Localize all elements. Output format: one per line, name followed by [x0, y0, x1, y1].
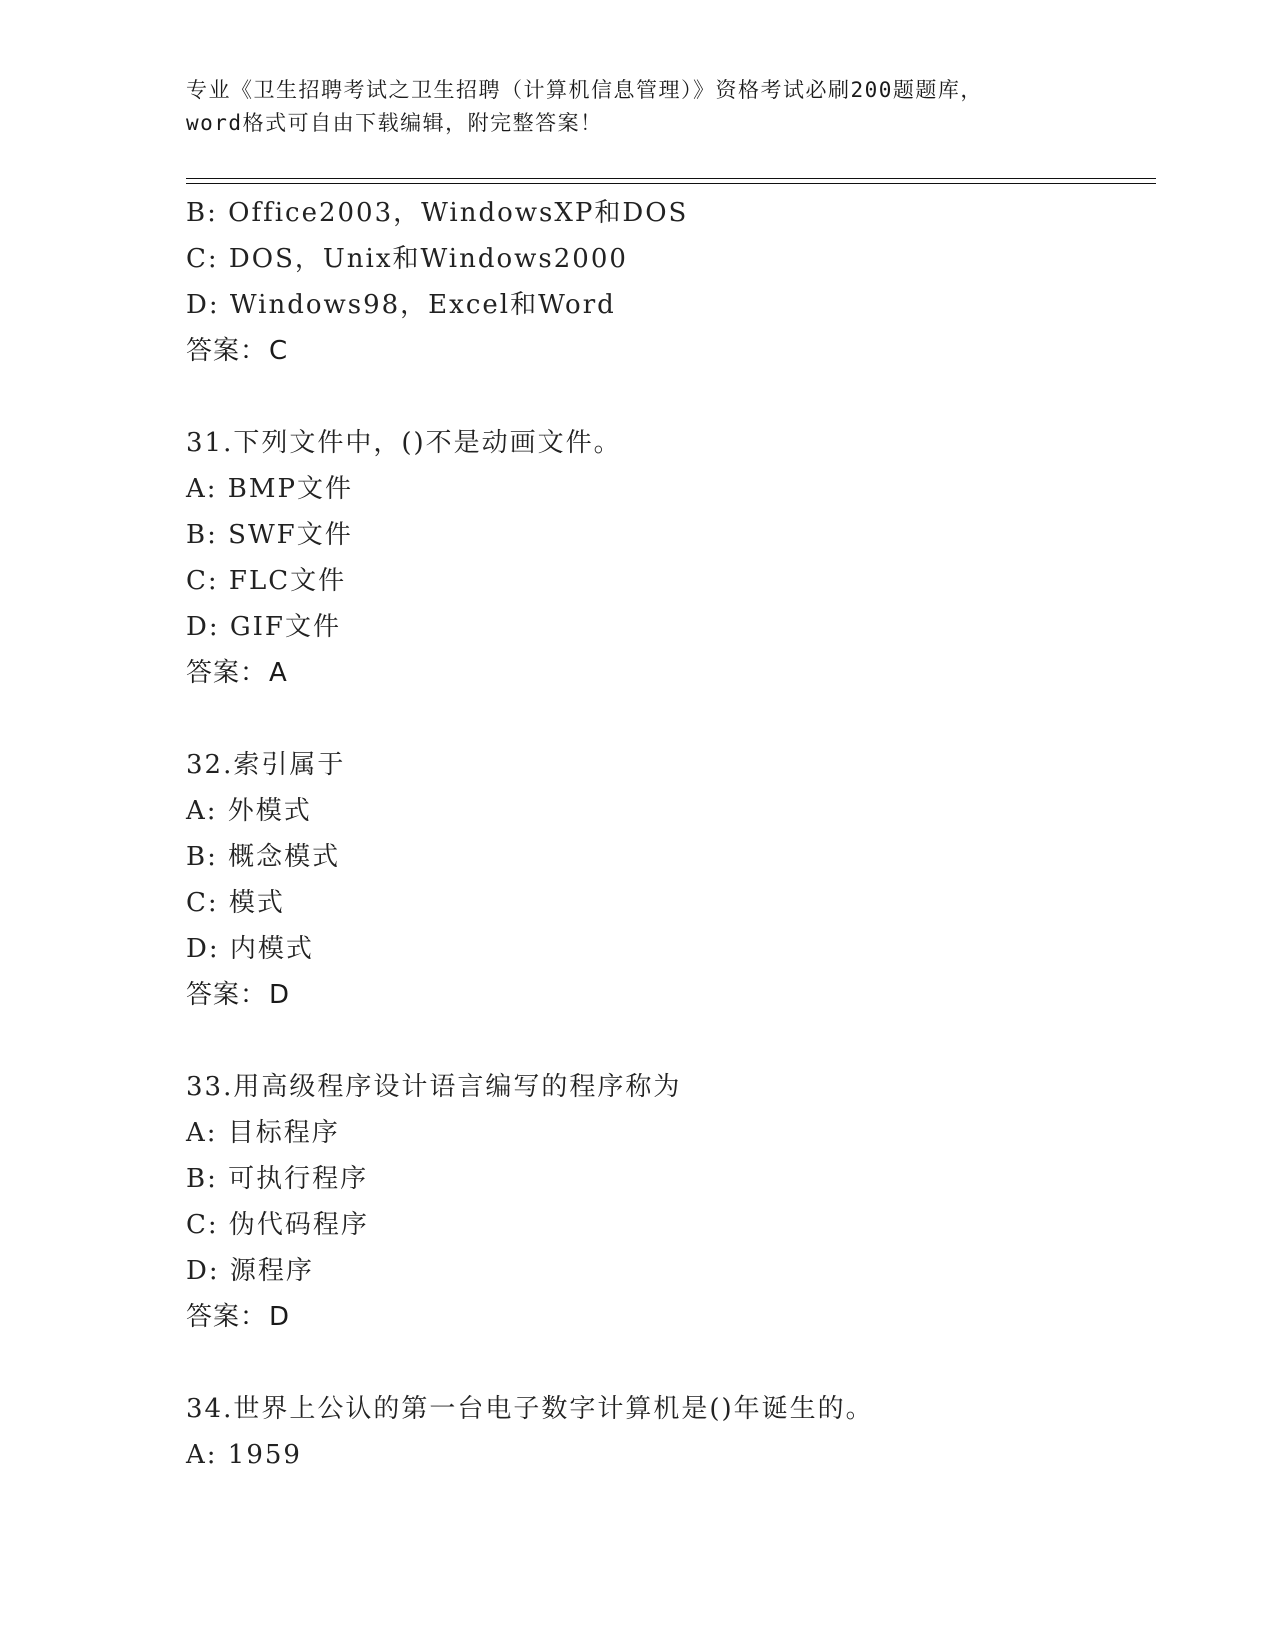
header-divider-bottom: [186, 183, 1156, 184]
question-32: [186, 742, 1146, 1018]
question-30-continuation: [186, 190, 1146, 374]
header-line-1: 专业《卫生招聘考试之卫生招聘（计算机信息管理）》资格考试必刷200题题库，: [186, 78, 983, 102]
answer-label: 答案：: [186, 658, 268, 688]
option-b: B: Office2003，WindowsXP和DOS: [186, 198, 689, 228]
question-list: [186, 190, 1146, 1478]
option-d: D: 内模式: [186, 934, 314, 964]
option-c: C: 模式: [186, 888, 285, 918]
option-a: A: 1959: [186, 1440, 302, 1470]
answer-label: 答案：: [186, 336, 268, 366]
option-c: C: 伪代码程序: [186, 1210, 369, 1240]
header-line-2: word格式可自由下载编辑，附完整答案！: [186, 111, 603, 135]
question-stem: 32.索引属于: [186, 750, 346, 780]
answer-label: 答案：: [186, 1302, 268, 1332]
option-b: B: 概念模式: [186, 842, 341, 872]
answer-value: A: [269, 658, 288, 688]
answer-value: D: [269, 980, 291, 1010]
question-stem: 34.世界上公认的第一台电子数字计算机是()年诞生的。: [186, 1394, 874, 1424]
option-b: B: 可执行程序: [186, 1164, 369, 1194]
question-stem: 33.用高级程序设计语言编写的程序称为: [186, 1072, 682, 1102]
answer: [186, 328, 1146, 374]
answer-value: D: [269, 1302, 291, 1332]
option-c: C: FLC文件: [186, 566, 347, 596]
document-header: [186, 74, 1176, 140]
answer: [186, 650, 1146, 696]
question-33: [186, 1064, 1146, 1340]
question-34: [186, 1386, 1146, 1478]
question-31: [186, 420, 1146, 696]
option-b: B: SWF文件: [186, 520, 353, 550]
answer-label: 答案：: [186, 980, 268, 1010]
option-a: A: BMP文件: [186, 474, 354, 504]
answer-value: C: [269, 336, 289, 366]
option-d: D: GIF文件: [186, 612, 341, 642]
option-d: D: Windows98，Excel和Word: [186, 290, 616, 320]
option-d: D: 源程序: [186, 1256, 314, 1286]
option-a: A: 外模式: [186, 796, 312, 826]
option-a: A: 目标程序: [186, 1118, 340, 1148]
question-stem: 31.下列文件中，()不是动画文件。: [186, 428, 622, 458]
option-c: C: DOS，Unix和Windows2000: [186, 244, 628, 274]
header-divider-top: [186, 178, 1156, 179]
answer: [186, 972, 1146, 1018]
answer: [186, 1294, 1146, 1340]
